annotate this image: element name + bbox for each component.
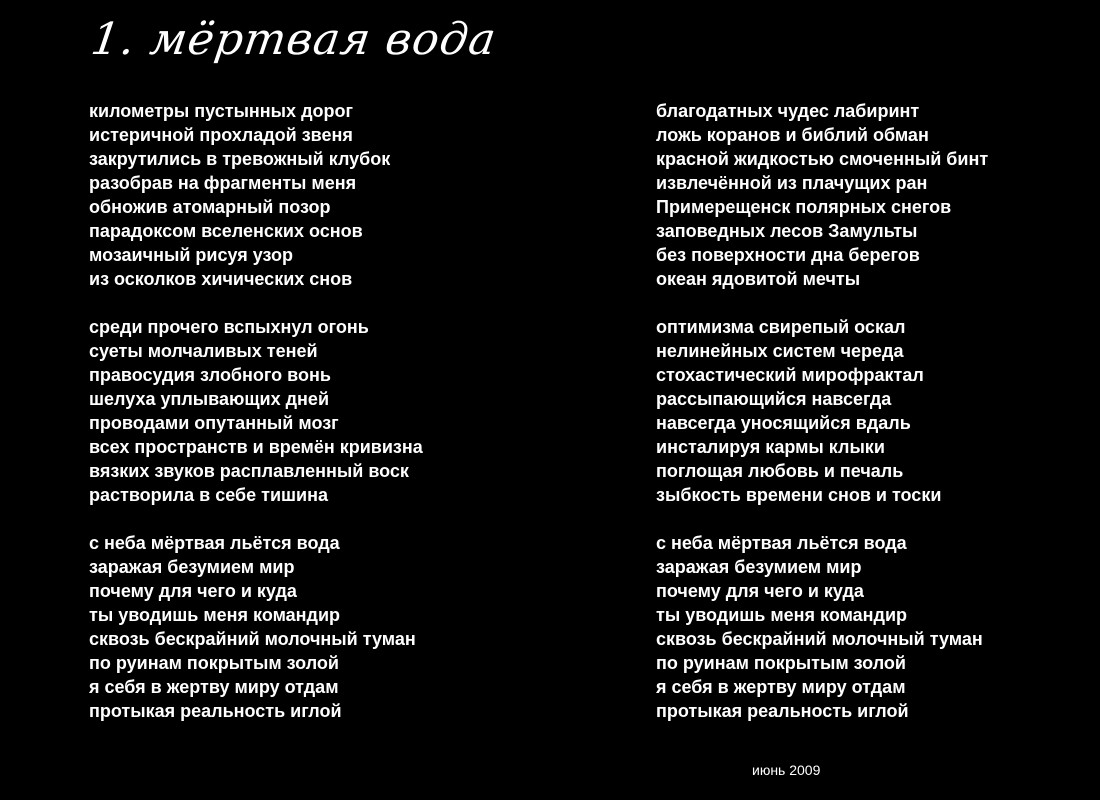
poem-line: нелинейных систем череда xyxy=(656,341,904,361)
poem-line: благодатных чудес лабиринт xyxy=(656,101,920,121)
poem-line: поглощая любовь и печаль xyxy=(656,461,904,481)
poem-line: правосудия злобного вонь xyxy=(89,365,331,385)
poem-line: мозаичный рисуя узор xyxy=(89,245,293,265)
poem-line: среди прочего вспыхнул огонь xyxy=(89,317,369,337)
poem-line: протыкая реальность иглой xyxy=(89,701,342,721)
poem-line: оптимизма свирепый оскал xyxy=(656,317,906,337)
poem-line: проводами опутанный мозг xyxy=(89,413,339,433)
poem-line: заповедных лесов Замульты xyxy=(656,221,918,241)
stanza xyxy=(656,531,988,723)
poem-line: извлечённой из плачущих ран xyxy=(656,173,928,193)
poem-line: разобрав на фрагменты меня xyxy=(89,173,357,193)
poem-line: заражая безумием мир xyxy=(89,557,295,577)
poem-line: всех пространств и времён кривизна xyxy=(89,437,423,457)
stanza xyxy=(656,315,988,507)
poem-line: закрутились в тревожный клубок xyxy=(89,149,391,169)
poem-line: заражая безумием мир xyxy=(656,557,862,577)
poem-line: с неба мёртвая льётся вода xyxy=(89,533,340,553)
poem-line: океан ядовитой мечты xyxy=(656,269,861,289)
date-signature: июнь 2009 xyxy=(752,762,821,778)
poem-line: суеты молчаливых теней xyxy=(89,341,318,361)
poem-line: по руинам покрытым золой xyxy=(656,653,906,673)
poem-line: зыбкость времени снов и тоски xyxy=(656,485,942,505)
poem-line: обножив атомарный позор xyxy=(89,197,331,217)
left-column xyxy=(89,99,423,723)
poem-line: сквозь бескрайний молочный туман xyxy=(89,629,416,649)
poem-line: рассыпающийся навсегда xyxy=(656,389,892,409)
poem-line: вязких звуков расплавленный воск xyxy=(89,461,409,481)
poem-line: сквозь бескрайний молочный туман xyxy=(656,629,983,649)
poem-line: Примерещенск полярных снегов xyxy=(656,197,952,217)
poem-line: почему для чего и куда xyxy=(656,581,864,601)
poem-line: километры пустынных дорог xyxy=(89,101,353,121)
poem-line: навсегда уносящийся вдаль xyxy=(656,413,911,433)
poem-line: без поверхности дна берегов xyxy=(656,245,920,265)
poem-line: красной жидкостью смоченный бинт xyxy=(656,149,989,169)
poem-line: почему для чего и куда xyxy=(89,581,297,601)
poem-line: из осколков хичических снов xyxy=(89,269,353,289)
poem-line: инсталируя кармы клыки xyxy=(656,437,885,457)
poem-line: я себя в жертву миру отдам xyxy=(656,677,906,697)
poem-line: стохастический мирофрактал xyxy=(656,365,924,385)
stanza xyxy=(656,99,988,291)
poem-line: шелуха уплывающих дней xyxy=(89,389,330,409)
poem-line: ты уводишь меня командир xyxy=(89,605,341,625)
stanza xyxy=(89,315,423,507)
stanza xyxy=(89,99,423,291)
right-column xyxy=(656,99,988,723)
poem-line: парадоксом вселенских основ xyxy=(89,221,363,241)
poem-line: по руинам покрытым золой xyxy=(89,653,339,673)
poem-title: 1. мёртвая вода xyxy=(88,14,500,65)
poem-line: истеричной прохладой звеня xyxy=(89,125,353,145)
poem-line: с неба мёртвая льётся вода xyxy=(656,533,907,553)
poem-line: ложь коранов и библий обман xyxy=(656,125,929,145)
poem-line: ты уводишь меня командир xyxy=(656,605,908,625)
poem-line: растворила в себе тишина xyxy=(89,485,328,505)
poem-line: я себя в жертву миру отдам xyxy=(89,677,339,697)
stanza xyxy=(89,531,423,723)
poem-line: протыкая реальность иглой xyxy=(656,701,909,721)
